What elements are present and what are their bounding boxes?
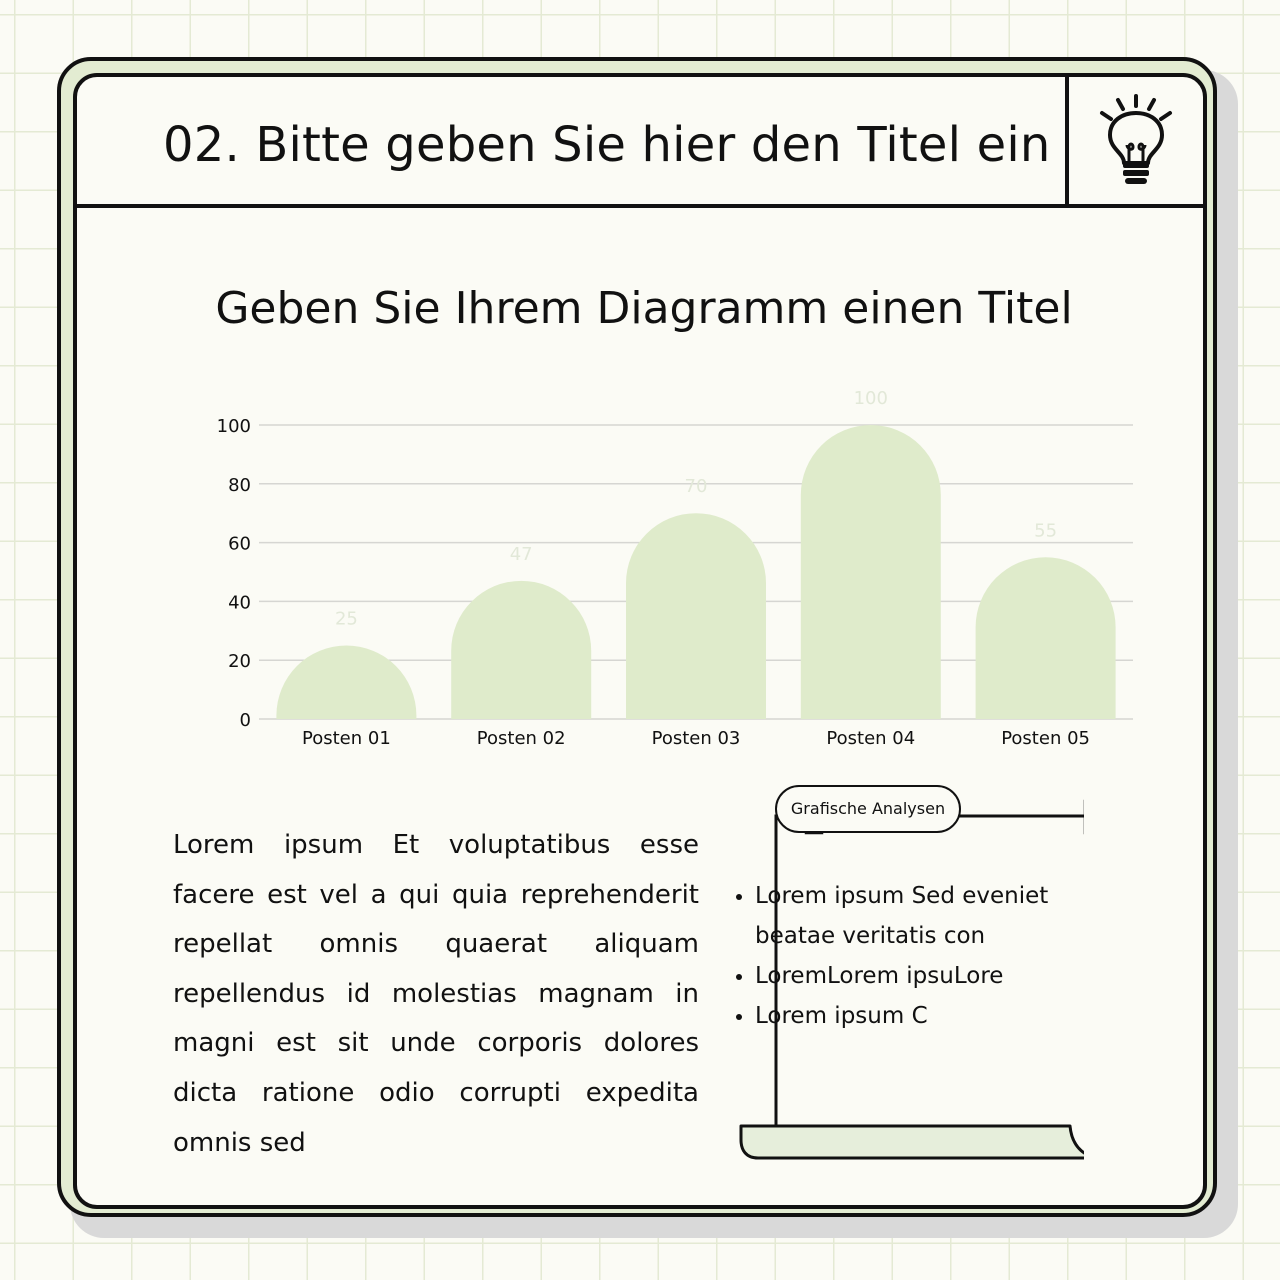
icon-box	[1065, 77, 1203, 204]
y-tick-label: 80	[228, 474, 251, 496]
body-paragraph: Lorem ipsum Et voluptatibus esse facere est vel a qui quia reprehenderit repellat omnis quaerat aliquam repellendus id molestias magnam in magni est sit unde corporis dolores dicta ratione odio corrupti expedita omnis sed	[173, 830, 699, 1158]
bar	[276, 646, 416, 720]
bar	[451, 581, 591, 719]
bar	[626, 513, 766, 719]
x-tick-label: Posten 04	[826, 728, 916, 749]
list-item: • Lorem ipsum Sed eveniet beatae veritatis con	[755, 876, 1085, 956]
data-label: 55	[1034, 520, 1058, 542]
chart-title: Geben Sie Ihrem Diagramm einen Titel	[215, 283, 1073, 334]
list-item: • LoremLorem ipsuLore	[755, 956, 1085, 996]
list-item: • Lorem ipsum C	[755, 996, 1085, 1036]
x-tick-label: Posten 02	[476, 728, 566, 749]
note-badge: Grafische Analysen	[775, 785, 961, 833]
data-label: 70	[684, 476, 708, 498]
bar	[976, 557, 1116, 719]
note-list	[728, 876, 1085, 1036]
y-tick-label: 40	[228, 592, 251, 614]
bar	[801, 425, 941, 719]
header-bar	[77, 77, 1203, 208]
data-label: 47	[509, 543, 533, 565]
y-tick-label: 60	[228, 533, 251, 555]
data-label: 25	[334, 608, 358, 630]
lightbulb-icon	[1096, 91, 1176, 191]
page-title: 02. Bitte geben Sie hier den Titel ein	[163, 117, 1051, 173]
data-label: 100	[853, 388, 888, 409]
y-tick-label: 0	[239, 710, 251, 731]
x-tick-label: Posten 05	[1001, 728, 1090, 749]
x-tick-label: Posten 01	[302, 728, 391, 749]
y-tick-label: 20	[228, 651, 251, 673]
y-tick-label: 100	[216, 416, 251, 437]
x-tick-label: Posten 03	[651, 728, 741, 749]
